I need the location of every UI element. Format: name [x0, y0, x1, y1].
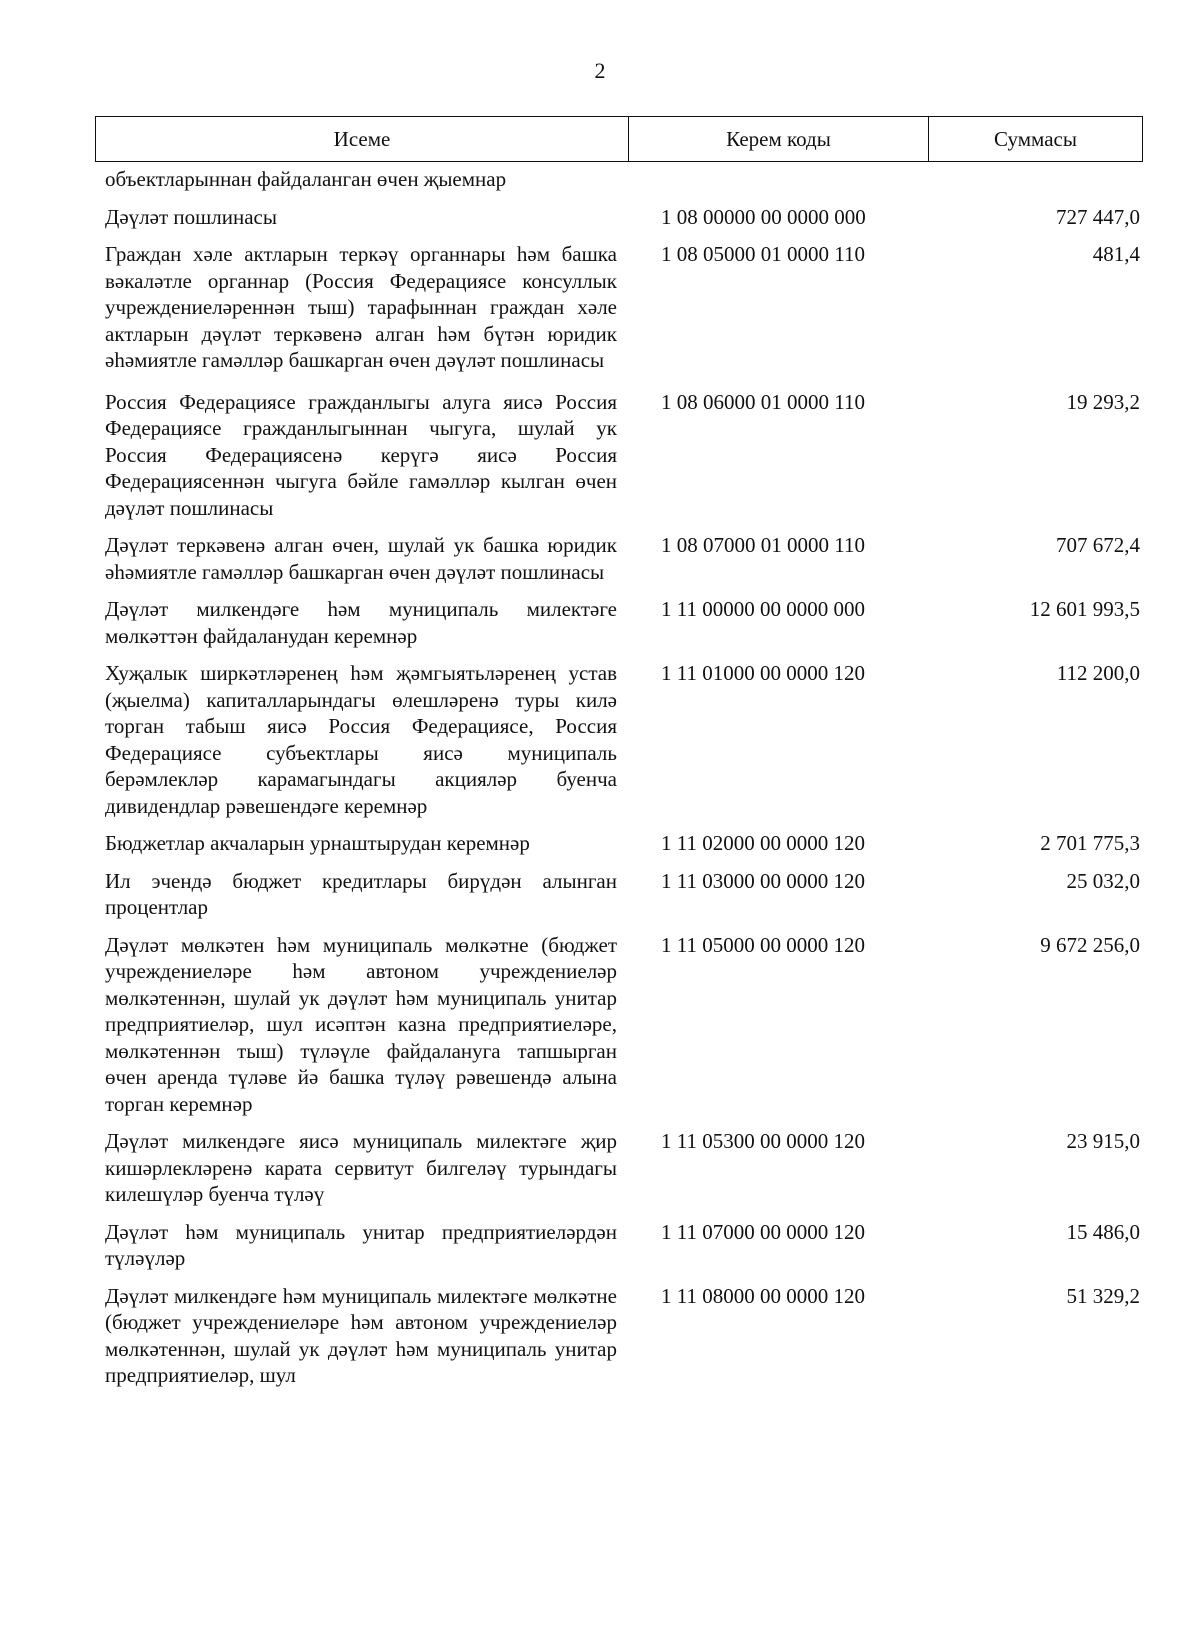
- row-sum: 19 293,2: [1066, 389, 1140, 414]
- table-row: [105, 660, 1140, 819]
- row-sum: 9 672 256,0: [1040, 932, 1140, 957]
- row-name: Граждан хәле актларын теркәү органнары һәм башка вәкаләтле органнар (Россия Федерациясе консуллык учреждениеләреннән тыш) тарафыннан граждан хәле актларын дәүләт теркәвенә алган һәм бүтән юридик әһәмиятле гамәлләр башкарган өчен дәүләт пошлинасы: [105, 242, 617, 372]
- row-sum: 481,4: [1092, 242, 1140, 266]
- table-body: [105, 166, 1140, 1400]
- row-sum: 23 915,0: [1066, 1129, 1140, 1153]
- table-row: [105, 830, 1140, 857]
- row-name: Хуҗалык ширкәтләренең һәм җәмгыятьләренең устав (җыелма) капиталларындагы өлешләренә туры килә торган табыш яисә Россия Федерациясе, Россия Федерациясе субъектлары яисә муниципаль берәмлекләр карамагындагы акцияләр буенча дивидендлар рәвешендәге керемнәр: [105, 661, 617, 818]
- table-row: [105, 1219, 1140, 1272]
- row-code: 1 11 01000 00 0000 120: [661, 661, 865, 685]
- row-code: 1 08 06000 01 0000 110: [661, 389, 865, 414]
- table-row: [105, 166, 1140, 193]
- row-name: Дәүләт милкендәге һәм муниципаль милектәге мөлкәтне (бюджет учреждениеләре һәм автоном учреждениеләр мөлкәтеннән, шулай ук дәүләт һәм муниципаль унитар предприятиеләр, шул: [105, 1283, 617, 1387]
- column-header-sum: Суммасы: [994, 126, 1077, 151]
- column-header-name: Исеме: [96, 117, 629, 161]
- row-name: Дәүләт милкендәге яисә муниципаль милектәге җир кишәрлекләренә карата сервитут билгеләү турындагы килешүләр буенча түләү: [105, 1129, 617, 1206]
- row-code: 1 08 05000 01 0000 110: [661, 242, 865, 266]
- row-sum: 707 672,4: [1056, 533, 1140, 557]
- table-row: [105, 932, 1140, 1118]
- row-name: Россия Федерациясе гражданлыгы алуга яисә Россия Федерациясе гражданлыгыннан чыгуга, шулай ук Россия Федерациясенә керүгә яисә Россия Федерациясеннән чыгуга бәйле гамәлләр кылган өчен дәүләт пошлинасы: [105, 389, 617, 520]
- row-sum: 12 601 993,5: [1029, 597, 1140, 621]
- table-row: [105, 1283, 1140, 1389]
- row-code: 1 11 00000 00 0000 000: [661, 597, 865, 621]
- page-number: 2: [594, 58, 606, 83]
- row-sum: 15 486,0: [1066, 1219, 1140, 1244]
- table-row: [105, 241, 1140, 374]
- row-sum: 25 032,0: [1066, 868, 1140, 893]
- row-sum: 2 701 775,3: [1040, 831, 1140, 855]
- row-sum: 51 329,2: [1066, 1283, 1140, 1308]
- row-code: 1 11 05300 00 0000 120: [661, 1129, 865, 1153]
- row-name: Дәүләт теркәвенә алган өчен, шулай ук башка юридик әһәмиятле гамәлләр башкарган өчен дәүләт пошлинасы: [105, 533, 617, 584]
- row-sum: 727 447,0: [1056, 204, 1140, 229]
- table-row: [105, 532, 1140, 585]
- row-name: объектларыннан файдаланган өчен җыемнар: [105, 167, 507, 191]
- row-name: Дәүләт милкендәге һәм муниципаль милектәге мөлкәттән файдаланудан керемнәр: [105, 597, 617, 648]
- table-row: [105, 868, 1140, 921]
- table-row: [105, 204, 1140, 231]
- row-sum: 112 200,0: [1056, 661, 1140, 685]
- row-code: 1 11 02000 00 0000 120: [661, 831, 865, 855]
- row-name: Дәүләт мөлкәтен һәм муниципаль мөлкәтне (бюджет учреждениеләре һәм автоном учреждениеләр мөлкәтеннән, шулай ук дәүләт һәм муниципаль унитар предприятиеләр, шул исәптән казна предприятиеләре, мөлкәтеннән тыш) түләүле файдалануга тапшырган өчен аренда түләве йә башка түләү рәвешендә алына торган керемнәр: [105, 932, 617, 1116]
- table-row: [105, 596, 1140, 649]
- row-code: 1 11 03000 00 0000 120: [661, 868, 865, 893]
- row-name: Дәүләт пошлинасы: [105, 204, 277, 229]
- row-code: 1 11 05000 00 0000 120: [661, 932, 865, 957]
- table-row: [105, 1128, 1140, 1208]
- row-code: 1 08 00000 00 0000 000: [661, 204, 866, 229]
- table-header: [95, 116, 1143, 162]
- table-row: [105, 389, 1140, 522]
- row-code: 1 08 07000 01 0000 110: [661, 533, 865, 557]
- row-name: Ил эчендә бюджет кредитлары бирүдән алынган процентлар: [105, 868, 617, 919]
- column-header-code: Керем коды: [629, 117, 929, 161]
- row-code: 1 11 07000 00 0000 120: [661, 1219, 865, 1244]
- row-name: Дәүләт һәм муниципаль унитар предприятиеләрдән түләүләр: [105, 1219, 617, 1270]
- row-code: 1 11 08000 00 0000 120: [661, 1283, 865, 1308]
- row-name: Бюджетлар акчаларын урнаштырудан керемнәр: [105, 831, 530, 855]
